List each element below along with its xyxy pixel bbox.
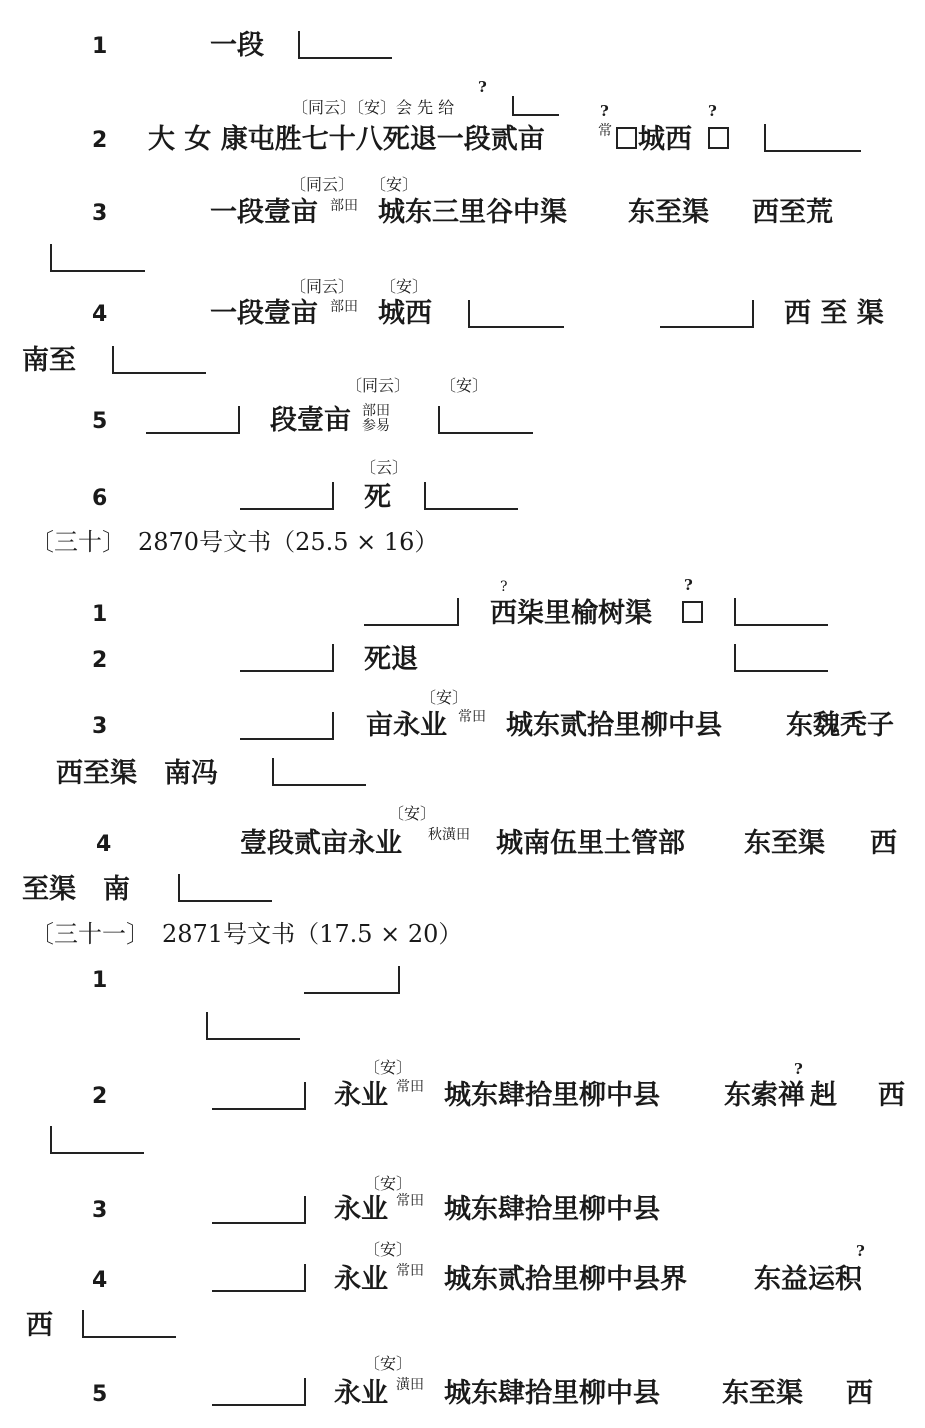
- line-text: 城西: [378, 298, 432, 329]
- line-text: 东至渠: [628, 197, 709, 228]
- line-text: 至渠 南: [22, 874, 130, 905]
- line-text: 东魏秃子: [786, 710, 894, 741]
- annotation: 〔同云〕: [290, 277, 355, 296]
- line-text: 西: [878, 1080, 905, 1111]
- lacuna-mark: [468, 300, 564, 328]
- line-text: 一段壹亩: [210, 197, 318, 228]
- line-text: 一段: [210, 30, 264, 61]
- line-text: 段壹亩: [270, 405, 351, 436]
- line-text: 永业: [334, 1264, 388, 1295]
- line-text: 城东肆拾里柳中县: [444, 1194, 660, 1225]
- line-text: 大 女 康屯胜七十八死退一段贰亩: [148, 124, 545, 155]
- small-annotation-stack: [362, 404, 390, 434]
- lacuna-mark: [178, 874, 272, 902]
- small-annotation: 常田: [396, 1263, 424, 1279]
- lacuna-mark: [438, 406, 533, 434]
- small-annotation: 秋潢田: [428, 827, 470, 843]
- line-text: 城东肆拾里柳中县: [444, 1378, 660, 1409]
- section-header: 〔三十〕 2870号文书（25.5 × 16）: [30, 528, 439, 556]
- line-text: 东至渠: [744, 828, 825, 859]
- annotation: 〔安〕: [440, 376, 489, 395]
- lacuna-mark: [240, 712, 334, 740]
- lacuna-mark: [206, 1012, 300, 1040]
- missing-char-box: [682, 601, 703, 623]
- annotation: 〔云〕: [360, 458, 409, 477]
- line-number: 4: [92, 302, 108, 327]
- line-number: 3: [92, 714, 108, 739]
- small-annotation: 常田: [396, 1193, 424, 1209]
- line-number: 5: [92, 409, 108, 434]
- lacuna-mark: [112, 346, 206, 374]
- small-annotation: 常田: [396, 1079, 424, 1095]
- uncertain-mark: ?: [708, 102, 717, 120]
- line-number: 2: [92, 1084, 108, 1109]
- lacuna-mark: [212, 1378, 306, 1406]
- line-text: 东益运积: [754, 1264, 862, 1295]
- lacuna-mark: [212, 1082, 306, 1110]
- line-number: 4: [92, 1268, 108, 1293]
- line-text: 西至渠 南冯: [56, 758, 218, 789]
- line-text: 城东贰拾里柳中县界: [444, 1264, 687, 1295]
- uncertain-mark: ?: [478, 78, 487, 96]
- line-number: 1: [92, 968, 108, 993]
- uncertain-mark: ?: [856, 1242, 865, 1260]
- lacuna-mark: [240, 644, 334, 672]
- line-text: 南至: [22, 345, 76, 376]
- small-annotation: 部田: [330, 299, 358, 315]
- line-text: 城西: [638, 124, 692, 155]
- annotation: 〔安〕: [364, 1354, 413, 1373]
- line-text: 赳: [810, 1080, 837, 1111]
- line-number: 2: [92, 648, 108, 673]
- line-text: 东索禅: [724, 1080, 805, 1111]
- small-annotation: 部田: [362, 403, 390, 419]
- line-number: 6: [92, 486, 108, 511]
- line-text: 东至渠: [722, 1378, 803, 1409]
- annotation: 〔安〕: [388, 804, 437, 823]
- line-text: 死: [364, 482, 391, 513]
- lacuna-mark: [50, 1126, 144, 1154]
- missing-char-box: [708, 127, 729, 149]
- uncertain-mark: ?: [500, 579, 508, 595]
- small-annotation: 潢田: [396, 1377, 424, 1393]
- lacuna-mark: [764, 124, 861, 152]
- line-number: 1: [92, 34, 108, 59]
- annotation: 〔安〕: [420, 688, 469, 707]
- line-number: 2: [92, 128, 108, 153]
- line-text: 永业: [334, 1378, 388, 1409]
- annotation: 〔安〕: [370, 175, 419, 194]
- line-text: 城东三里谷中渠: [378, 197, 567, 228]
- lacuna-mark: [364, 598, 459, 626]
- line-number: 1: [92, 602, 108, 627]
- line-number: 3: [92, 201, 108, 226]
- lacuna-mark: [660, 300, 754, 328]
- lacuna-mark: [240, 482, 334, 510]
- lacuna-mark: [50, 244, 145, 272]
- uncertain-mark: ?: [794, 1060, 803, 1078]
- line-number: 5: [92, 1382, 108, 1407]
- lacuna-mark: [212, 1196, 306, 1224]
- lacuna-mark: [424, 482, 518, 510]
- small-annotation: 常: [598, 123, 612, 139]
- annotation: 〔安〕: [364, 1058, 413, 1077]
- line-text: 亩永业: [366, 710, 447, 741]
- lacuna-mark: [734, 644, 828, 672]
- line-text: 西至荒: [752, 197, 833, 228]
- line-text: 死退: [364, 644, 418, 675]
- annotation: 〔同云〕: [290, 175, 355, 194]
- section-header: 〔三十一〕 2871号文书（17.5 × 20）: [30, 920, 463, 948]
- line-text: 一段壹亩: [210, 298, 318, 329]
- missing-char-box: [616, 127, 637, 149]
- lacuna-mark: [734, 598, 828, 626]
- line-text: 西 至 渠: [784, 298, 884, 329]
- line-text: 西: [26, 1310, 53, 1341]
- annotation: 〔安〕: [380, 277, 429, 296]
- annotation: 〔同云〕: [346, 376, 411, 395]
- annotation: 〔同云〕〔安〕会 先 给: [292, 98, 455, 117]
- lacuna-mark: [146, 406, 240, 434]
- line-text: 城南伍里土管部: [496, 828, 685, 859]
- line-text: 永业: [334, 1080, 388, 1111]
- line-text: 西: [846, 1378, 873, 1409]
- small-annotation: 常田: [458, 709, 486, 725]
- lacuna-mark: [82, 1310, 176, 1338]
- lacuna-mark: [272, 758, 366, 786]
- uncertain-mark: ?: [600, 102, 609, 120]
- lacuna-mark: [298, 31, 392, 59]
- annotation: 〔安〕: [364, 1174, 413, 1193]
- lacuna-mark: [512, 96, 559, 116]
- line-number: 3: [92, 1198, 108, 1223]
- lacuna-mark: [304, 966, 400, 994]
- line-number: 4: [96, 832, 112, 857]
- small-annotation: 参易: [362, 418, 390, 434]
- line-text: 城东贰拾里柳中县: [506, 710, 722, 741]
- lacuna-mark: [212, 1264, 306, 1292]
- line-text: 城东肆拾里柳中县: [444, 1080, 660, 1111]
- line-text: 西柒里榆树渠: [490, 598, 652, 629]
- small-annotation: 部田: [330, 198, 358, 214]
- annotation: 〔安〕: [364, 1240, 413, 1259]
- line-text: 永业: [334, 1194, 388, 1225]
- line-text: 壹段贰亩永业: [240, 828, 402, 859]
- line-text: 西: [870, 828, 897, 859]
- uncertain-mark: ?: [684, 576, 693, 594]
